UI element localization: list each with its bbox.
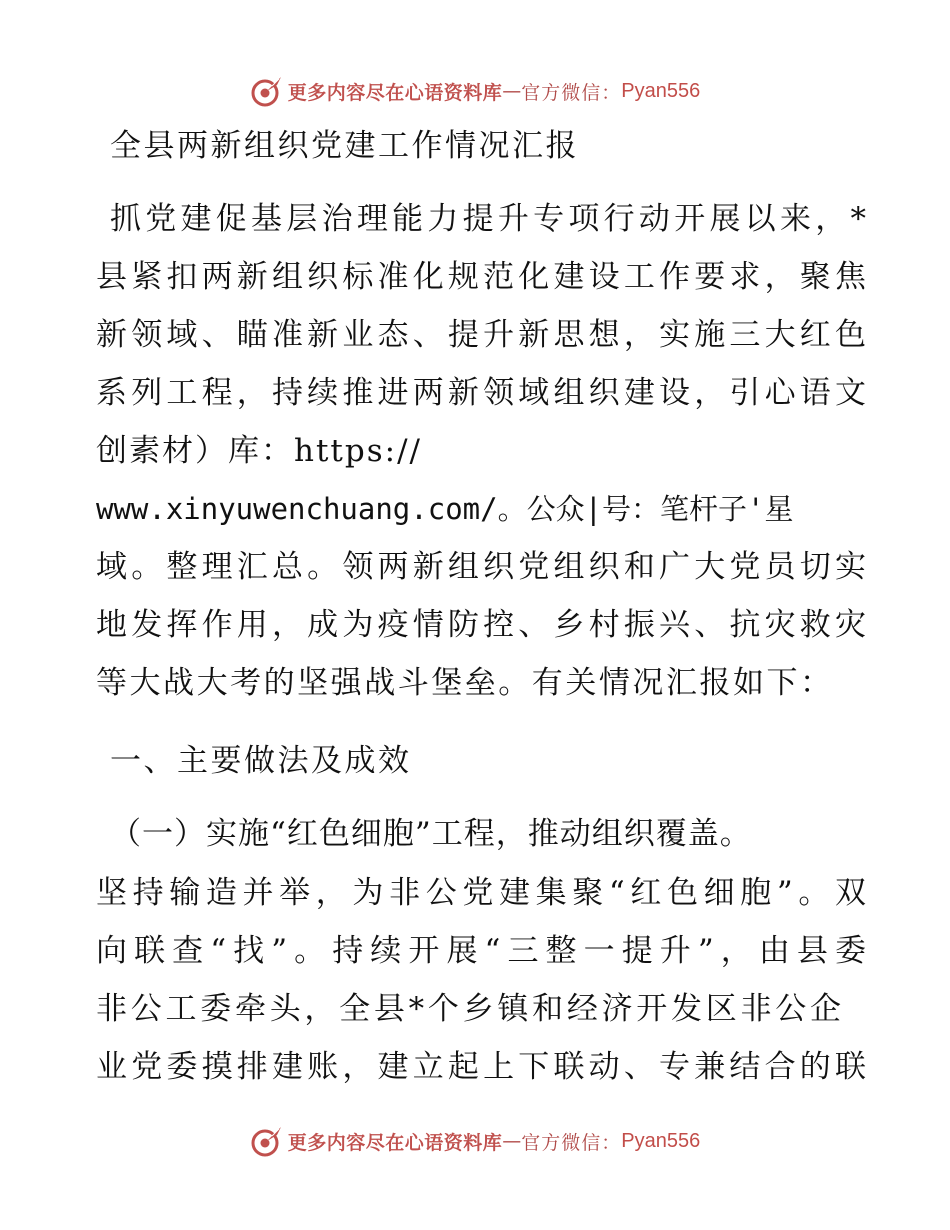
intro-line: 创素材）库：https://: [96, 433, 422, 469]
document-title: 全县两新组织党建工作情况汇报: [110, 128, 579, 164]
body-line: 向联查“找”。持续开展“三整一提升”，由县委: [96, 933, 866, 969]
watermark-text: 更多内容尽在心语资料库: [287, 1131, 503, 1154]
intro-line: www.xinyuwenchuang.com/。公众|号：笔杆子'星: [96, 492, 794, 526]
body-line: 非公工委牵头，全县*个乡镇和经济开发区非公企: [96, 991, 841, 1027]
intro-line: 新领域、瞄准新业态、提升新思想，实施三大红色: [96, 317, 866, 353]
watermark-wechat-label: 官方微信：: [521, 1131, 622, 1154]
intro-line: 域。整理汇总。领两新组织党组织和广大党员切实: [96, 549, 866, 585]
watermark-wechat-id: Pyan556: [621, 1129, 701, 1152]
body-line: 坚持输造并举，为非公党建集聚“红色细胞”。双: [96, 875, 866, 911]
intro-line: 抓党建促基层治理能力提升专项行动开展以来，*: [110, 201, 866, 237]
section-heading: 一、主要做法及成效: [110, 743, 412, 779]
body-line: 业党委摸排建账，建立起上下联动、专兼结合的联: [96, 1049, 866, 1085]
watermark-dash: —: [502, 80, 522, 102]
footer-watermark: [0, 1121, 950, 1161]
intro-line: 地发挥作用，成为疫情防控、乡村振兴、抗灾救灾: [96, 607, 866, 643]
header-watermark: [0, 71, 950, 111]
watermark-wechat-id: Pyan556: [621, 79, 701, 102]
watermark-wechat-label: 官方微信：: [521, 81, 622, 104]
watermark-text: 更多内容尽在心语资料库: [287, 81, 503, 104]
intro-line: 系列工程，持续推进两新领域组织建设，引心语文: [96, 375, 866, 411]
quill-logo-icon: [250, 74, 284, 108]
subsection-heading: （一）实施“红色细胞”工程，推动组织覆盖。: [110, 816, 752, 852]
watermark-dash: —: [502, 1130, 522, 1152]
intro-line: 等大战大考的坚强战斗堡垒。有关情况汇报如下：: [96, 665, 831, 701]
intro-line: 县紧扣两新组织标准化规范化建设工作要求，聚焦: [96, 259, 866, 295]
quill-logo-icon: [250, 1124, 284, 1158]
